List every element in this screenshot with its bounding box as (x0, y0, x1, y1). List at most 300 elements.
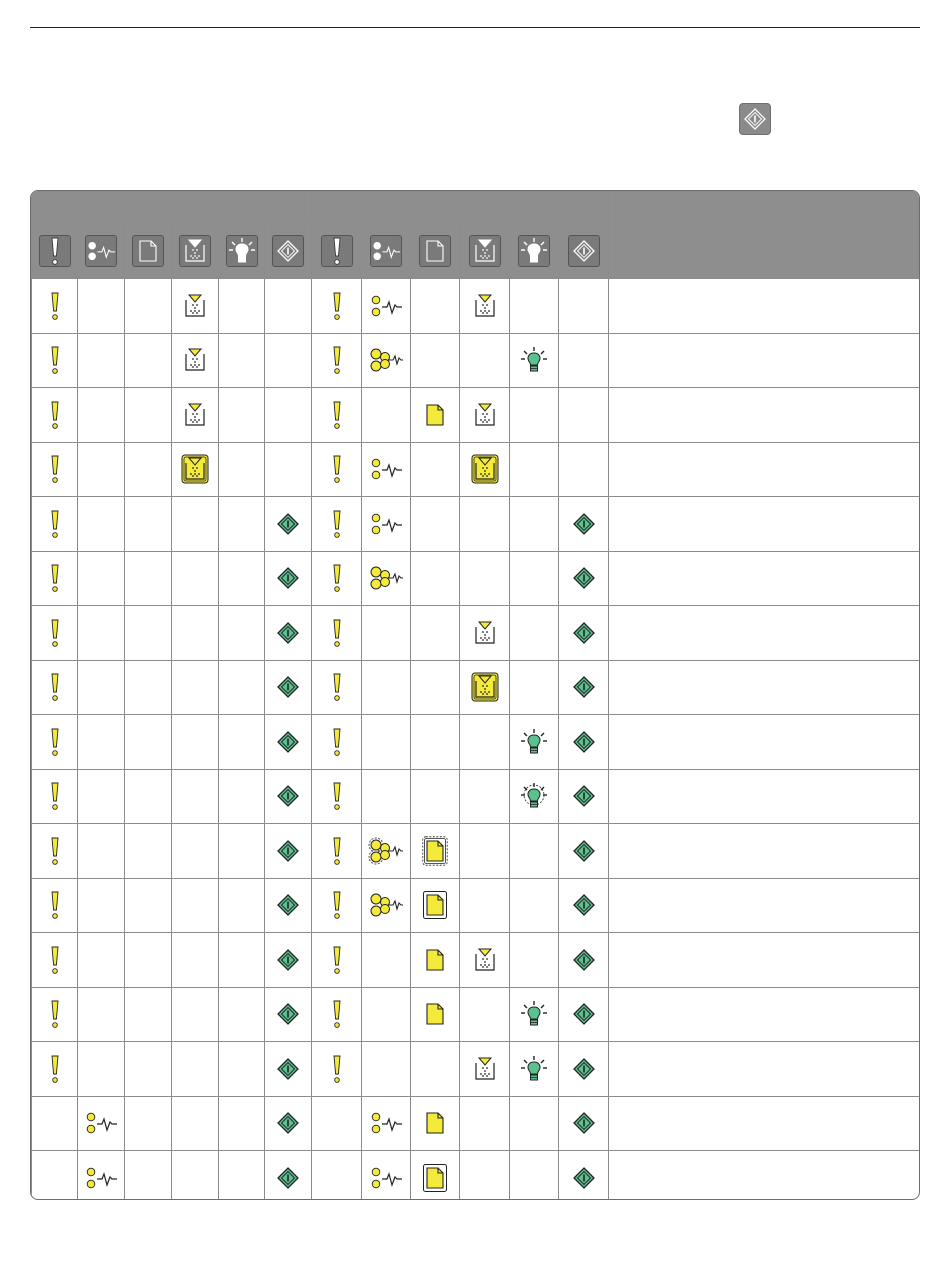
light-cell (411, 551, 460, 606)
start-icon (572, 566, 596, 590)
attention-icon (331, 563, 343, 593)
light-cell (32, 333, 78, 388)
table-row (32, 1096, 921, 1151)
column-header-paper-right (411, 224, 460, 279)
description-cell (609, 606, 920, 661)
light-cell (411, 715, 460, 770)
table-row (32, 442, 921, 497)
light-cell (362, 769, 411, 824)
toner-icon (471, 1054, 499, 1084)
light-cell (265, 878, 312, 933)
group-header-right (312, 192, 609, 224)
light-cell (265, 824, 312, 879)
light-cell (559, 660, 609, 715)
light-cell (411, 824, 460, 879)
light-cell (411, 987, 460, 1042)
start-icon (572, 1057, 596, 1081)
attention-icon (331, 400, 343, 430)
description-header (609, 192, 920, 279)
start-icon (572, 1166, 596, 1190)
light-cell (559, 279, 609, 334)
description-cell (609, 279, 920, 334)
toner-box-icon (471, 454, 499, 484)
jam-icon (368, 891, 404, 919)
light-cell (125, 933, 172, 988)
light-cell (78, 333, 125, 388)
light-cell (219, 442, 265, 497)
light-cell (510, 824, 559, 879)
light-cell (411, 497, 460, 552)
light-cell (559, 769, 609, 824)
light-cell (265, 660, 312, 715)
column-header-light-right (510, 224, 559, 279)
light-cell (219, 987, 265, 1042)
light-cell (411, 1151, 460, 1201)
light-cell (460, 1096, 510, 1151)
light-cell (411, 769, 460, 824)
light-cell (559, 497, 609, 552)
description-cell (609, 933, 920, 988)
light-icon (519, 345, 549, 375)
light-cell (362, 606, 411, 661)
error-icon (369, 456, 403, 482)
error-icon (369, 293, 403, 319)
toner-icon (471, 945, 499, 975)
light-cell (510, 1151, 559, 1201)
light-cell (559, 606, 609, 661)
paper-icon (422, 945, 448, 975)
light-cell (125, 442, 172, 497)
light-cell (312, 1151, 362, 1201)
light-cell (312, 933, 362, 988)
start-icon (276, 1166, 300, 1190)
table-row (32, 769, 921, 824)
light-cell (32, 824, 78, 879)
start-icon (572, 730, 596, 754)
light-cell (411, 442, 460, 497)
light-cell (172, 442, 219, 497)
light-cell (460, 442, 510, 497)
light-cell (312, 497, 362, 552)
light-cell (78, 715, 125, 770)
light-cell (172, 769, 219, 824)
start-icon (276, 1057, 300, 1081)
group-header-left (32, 192, 312, 224)
paper-header-icon (132, 235, 164, 267)
light-cell (312, 279, 362, 334)
error-icon (369, 511, 403, 537)
attention-icon (331, 454, 343, 484)
description-cell (609, 878, 920, 933)
light-cell (265, 551, 312, 606)
attention-icon (331, 999, 343, 1029)
light-cell (219, 551, 265, 606)
light-cell (125, 333, 172, 388)
light-cell (172, 715, 219, 770)
light-cell (510, 1096, 559, 1151)
light-cell (172, 279, 219, 334)
light-cell (362, 1042, 411, 1097)
start-icon (572, 621, 596, 645)
column-header-attention-right (312, 224, 362, 279)
start-icon (276, 948, 300, 972)
light-cell (32, 606, 78, 661)
attention-icon (49, 890, 61, 920)
light-cell (460, 769, 510, 824)
light-cell (265, 442, 312, 497)
light-cell (362, 497, 411, 552)
table-row (32, 660, 921, 715)
light-cell (362, 1096, 411, 1151)
light-cell (78, 660, 125, 715)
error-icon (369, 1165, 403, 1191)
light-cell (510, 497, 559, 552)
light-cell (265, 388, 312, 443)
attention-icon (331, 618, 343, 648)
light-cell (312, 606, 362, 661)
attention-icon (331, 509, 343, 539)
light-cell (312, 388, 362, 443)
light-cell (312, 551, 362, 606)
light-cell (78, 279, 125, 334)
attention-icon (331, 291, 343, 321)
light-cell (219, 715, 265, 770)
table-row (32, 606, 921, 661)
toner-icon (181, 291, 209, 321)
light-cell (510, 442, 559, 497)
light-cell (559, 824, 609, 879)
light-cell (460, 551, 510, 606)
light-cell (362, 878, 411, 933)
attention-icon (49, 509, 61, 539)
light-cell (312, 1096, 362, 1151)
description-cell (609, 824, 920, 879)
attention-header-icon (39, 235, 71, 267)
light-cell (362, 933, 411, 988)
attention-header-icon (321, 235, 353, 267)
attention-icon (49, 945, 61, 975)
jam-icon (368, 564, 404, 592)
description-cell (609, 987, 920, 1042)
start-icon (572, 1111, 596, 1135)
light-cell (460, 1151, 510, 1201)
light-cell (411, 1096, 460, 1151)
light-cell (78, 824, 125, 879)
column-header-error-left (78, 224, 125, 279)
light-cell (460, 824, 510, 879)
description-cell (609, 715, 920, 770)
light-cell (32, 1096, 78, 1151)
start-icon (276, 1111, 300, 1135)
light-cell (312, 987, 362, 1042)
toner-box-icon (471, 672, 499, 702)
light-cell (172, 824, 219, 879)
light-cell (32, 769, 78, 824)
light-cell (78, 1096, 125, 1151)
column-header-toner-right (460, 224, 510, 279)
light-icon (519, 727, 549, 757)
jam-icon (368, 346, 404, 374)
column-header-paper-left (125, 224, 172, 279)
attention-icon (331, 890, 343, 920)
start-icon (276, 1002, 300, 1026)
light-cell (362, 987, 411, 1042)
light-cell (265, 987, 312, 1042)
start-icon (276, 621, 300, 645)
light-cell (125, 1151, 172, 1201)
table-row (32, 333, 921, 388)
description-cell (609, 1042, 920, 1097)
light-cell (265, 769, 312, 824)
attention-icon (331, 345, 343, 375)
light-cell (172, 1096, 219, 1151)
light-cell (125, 606, 172, 661)
light-cell (125, 769, 172, 824)
description-cell (609, 769, 920, 824)
light-cell (510, 660, 559, 715)
jam-blink-icon (368, 837, 404, 865)
light-cell (219, 824, 265, 879)
light-cell (559, 715, 609, 770)
attention-icon (331, 727, 343, 757)
light-cell (219, 333, 265, 388)
light-cell (125, 279, 172, 334)
light-cell (312, 442, 362, 497)
toner-header-icon (469, 235, 501, 267)
light-cell (559, 1042, 609, 1097)
light-cell (32, 715, 78, 770)
description-cell (609, 333, 920, 388)
column-header-attention-left (32, 224, 78, 279)
paper-box-icon (422, 1163, 448, 1193)
light-cell (172, 1151, 219, 1201)
light-cell (172, 333, 219, 388)
light-cell (219, 279, 265, 334)
light-cell (265, 1151, 312, 1201)
light-cell (362, 824, 411, 879)
light-cell (219, 1151, 265, 1201)
light-cell (411, 878, 460, 933)
light-cell (559, 551, 609, 606)
table-row (32, 1042, 921, 1097)
attention-icon (49, 400, 61, 430)
light-cell (411, 933, 460, 988)
light-cell (78, 1151, 125, 1201)
light-cell (265, 1096, 312, 1151)
light-cell (559, 933, 609, 988)
light-cell (362, 442, 411, 497)
toner-icon (181, 345, 209, 375)
light-cell (265, 933, 312, 988)
light-cell (460, 878, 510, 933)
light-cell (362, 279, 411, 334)
light-sequence-table-container (30, 190, 920, 1200)
light-cell (125, 551, 172, 606)
start-icon (572, 512, 596, 536)
start-icon (276, 512, 300, 536)
light-cell (362, 333, 411, 388)
light-cell (125, 715, 172, 770)
light-cell (362, 660, 411, 715)
light-cell (78, 551, 125, 606)
column-header-start-right (559, 224, 609, 279)
light-cell (125, 388, 172, 443)
description-cell (609, 1096, 920, 1151)
start-icon (276, 784, 300, 808)
light-cell (411, 388, 460, 443)
light-cell (32, 551, 78, 606)
description-cell (609, 660, 920, 715)
description-cell (609, 497, 920, 552)
start-header-icon (568, 235, 600, 267)
attention-icon (49, 727, 61, 757)
light-cell (559, 1151, 609, 1201)
light-cell (362, 715, 411, 770)
light-cell (265, 606, 312, 661)
light-cell (125, 824, 172, 879)
toner-header-icon (179, 235, 211, 267)
light-cell (219, 933, 265, 988)
light-cell (78, 606, 125, 661)
light-blink-icon (519, 781, 549, 811)
light-cell (32, 442, 78, 497)
light-cell (125, 1096, 172, 1151)
light-cell (78, 878, 125, 933)
table-row (32, 824, 921, 879)
light-cell (32, 388, 78, 443)
attention-icon (331, 672, 343, 702)
light-cell (172, 388, 219, 443)
toner-box-icon (181, 454, 209, 484)
light-cell (125, 497, 172, 552)
light-header-icon (518, 235, 550, 267)
start-icon (572, 893, 596, 917)
light-cell (460, 606, 510, 661)
light-cell (460, 933, 510, 988)
start-icon (276, 675, 300, 699)
light-cell (78, 497, 125, 552)
start-icon (572, 839, 596, 863)
light-cell (265, 1042, 312, 1097)
light-cell (362, 1151, 411, 1201)
attention-icon (49, 672, 61, 702)
light-cell (510, 769, 559, 824)
light-cell (265, 279, 312, 334)
light-cell (265, 497, 312, 552)
toner-icon (471, 618, 499, 648)
top-rule (30, 27, 920, 28)
light-cell (559, 1096, 609, 1151)
light-cell (172, 660, 219, 715)
table-row (32, 388, 921, 443)
light-cell (125, 1042, 172, 1097)
light-cell (78, 933, 125, 988)
light-cell (219, 388, 265, 443)
light-cell (312, 333, 362, 388)
light-cell (559, 333, 609, 388)
table-row (32, 551, 921, 606)
light-cell (510, 551, 559, 606)
light-header-icon (226, 235, 258, 267)
error-header-icon (85, 235, 117, 267)
light-cell (559, 987, 609, 1042)
table-row (32, 1151, 921, 1201)
table-row (32, 987, 921, 1042)
light-cell (32, 933, 78, 988)
attention-icon (49, 836, 61, 866)
light-cell (559, 388, 609, 443)
light-cell (172, 987, 219, 1042)
light-cell (125, 660, 172, 715)
light-cell (125, 878, 172, 933)
light-cell (460, 715, 510, 770)
light-cell (78, 388, 125, 443)
light-cell (32, 1151, 78, 1201)
start-icon (572, 948, 596, 972)
start-icon (572, 675, 596, 699)
toner-icon (471, 291, 499, 321)
start-icon (276, 893, 300, 917)
light-icon (519, 999, 549, 1029)
light-cell (172, 878, 219, 933)
light-cell (460, 660, 510, 715)
light-cell (219, 660, 265, 715)
light-cell (510, 1042, 559, 1097)
light-cell (265, 333, 312, 388)
description-cell (609, 551, 920, 606)
attention-icon (49, 291, 61, 321)
light-cell (460, 279, 510, 334)
paper-blink-icon (422, 836, 448, 866)
column-header-start-left (265, 224, 312, 279)
light-cell (510, 333, 559, 388)
start-icon (276, 730, 300, 754)
light-cell (172, 551, 219, 606)
error-icon (84, 1165, 118, 1191)
start-icon (572, 1002, 596, 1026)
start-icon (276, 566, 300, 590)
light-cell (125, 987, 172, 1042)
column-header-toner-left (172, 224, 219, 279)
light-cell (460, 388, 510, 443)
description-cell (609, 388, 920, 443)
description-cell (609, 442, 920, 497)
light-cell (510, 388, 559, 443)
start-header-icon (272, 235, 304, 267)
light-cell (510, 878, 559, 933)
attention-icon (49, 781, 61, 811)
column-header-light-left (219, 224, 265, 279)
light-cell (219, 497, 265, 552)
light-cell (32, 987, 78, 1042)
attention-icon (331, 1054, 343, 1084)
paper-icon (422, 1108, 448, 1138)
paper-box-icon (422, 890, 448, 920)
light-cell (460, 1042, 510, 1097)
paper-icon (422, 999, 448, 1029)
light-cell (312, 1042, 362, 1097)
light-cell (32, 1042, 78, 1097)
light-cell (32, 279, 78, 334)
light-cell (510, 715, 559, 770)
light-cell (172, 1042, 219, 1097)
table-row (32, 878, 921, 933)
light-cell (312, 824, 362, 879)
light-cell (219, 606, 265, 661)
light-cell (510, 933, 559, 988)
light-cell (411, 279, 460, 334)
light-cell (460, 497, 510, 552)
